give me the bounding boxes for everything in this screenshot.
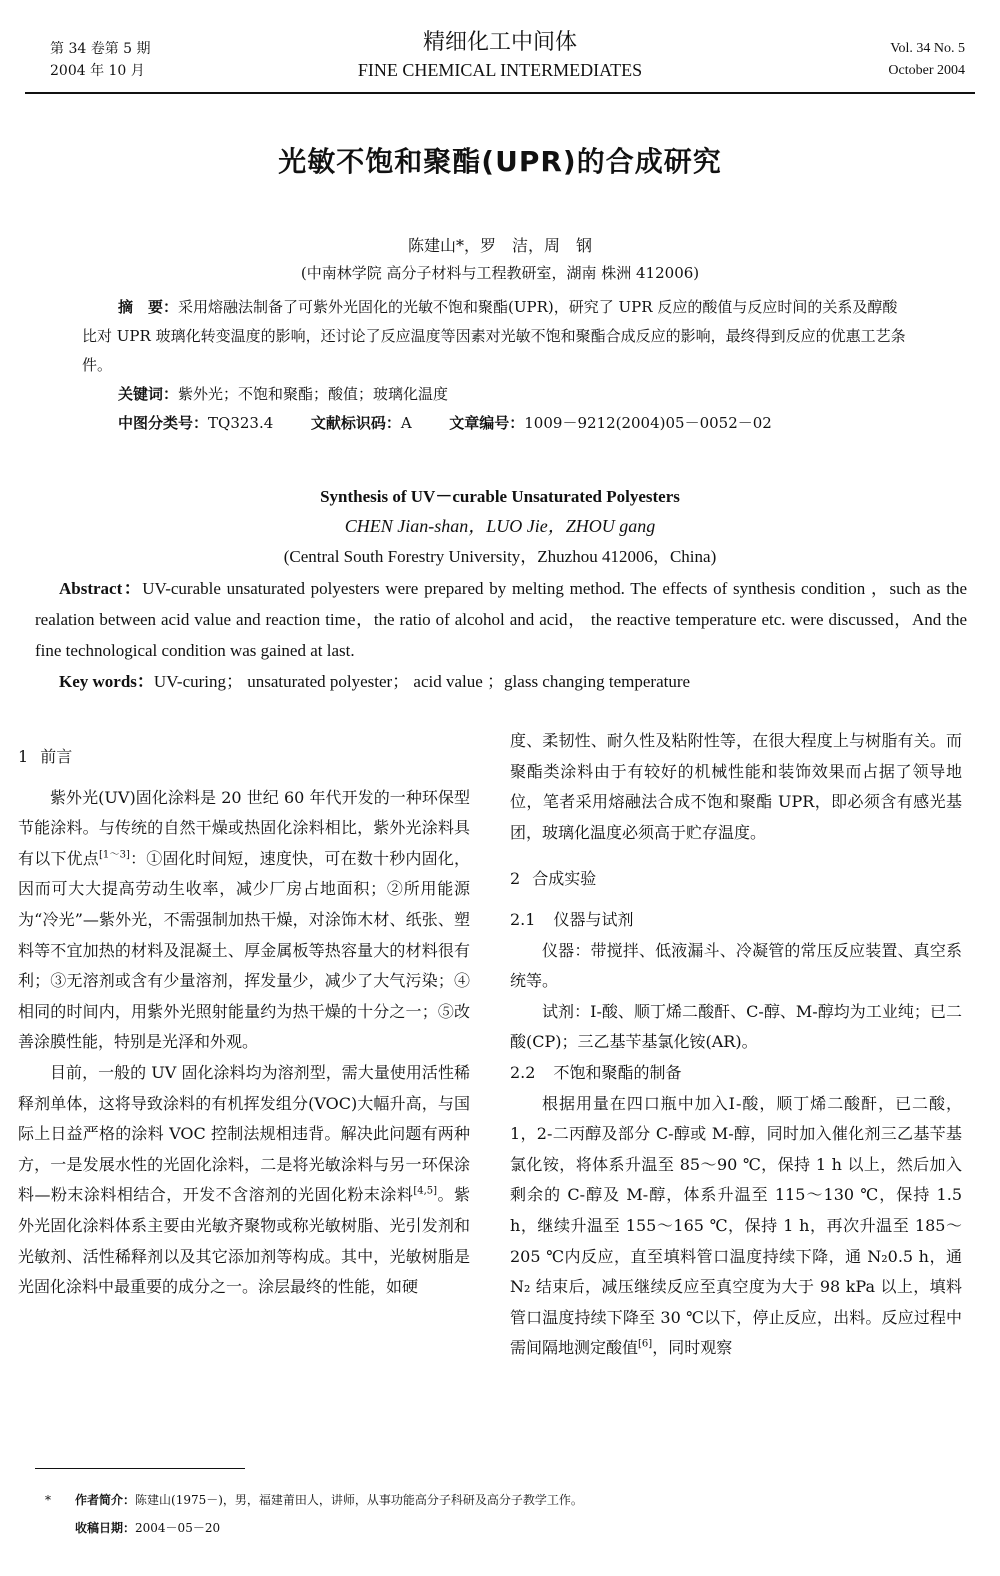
classification-line — [82, 409, 912, 438]
author-bio — [45, 1486, 583, 1514]
footnote — [45, 1486, 583, 1542]
issue-date-en: October 2004 — [888, 63, 965, 78]
affiliation-en: (Central South Forestry University，Zhuzhou 412006，China) — [283, 547, 717, 566]
issue-volume-cn: 第 34 卷第 5 期 — [50, 41, 151, 57]
abstract-cn-block — [82, 293, 912, 438]
paper-title-en: Synthesis of UV－curable Unsaturated Polyesters — [320, 487, 680, 506]
authors-cn: 陈建山*，罗 洁，周 钢 — [407, 236, 592, 255]
body-right-column — [510, 726, 962, 1364]
received-date-label: 收稿日期： — [75, 1521, 136, 1535]
abstract-en-label: Abstract： — [59, 579, 143, 598]
affiliation-cn: (中南林学院 高分子材料与工程教研室，湖南 株洲 412006) — [300, 264, 700, 282]
paragraph-1: 紫外光(UV)固化涂料是 20 世纪 60 年代开发的一种环保型节能涂料。与传统的自然干燥或热固化涂料相比，紫外光涂料具有以下优点[1～3]：①固化时间短，速度快，可在数十秒内固化，因而可大大提高劳动生收率，减少厂房占地面积；②所用能源为“冷光”—紫外光，不需强制加热干燥，对涂饰木材、纸张、塑料等不宜加热的材料及混凝土、厚金属板等热容量大的材料很有利；③无溶剂或含有少量溶剂，挥发量少，减少了大气污染；④相同的时间内，用紫外光照射能量约为热干燥的十分之一；⑤改善涂膜性能，特别是光泽和外观。 — [18, 787, 470, 1052]
subsection-title-2-2: 不饱和聚酯的制备 — [553, 1062, 682, 1082]
section-title-1: 前言 — [40, 747, 73, 766]
paragraph-2: 目前，一般的 UV 固化涂料均为溶剂型，需大量使用活性稀释剂单体，这将导致涂料的有机挥发组分(VOC)大幅升高，与国际上日益严格的涂料 VOC 控制法规相违背。解决此问题有两种方，一是发展水性的光固化涂料，二是将光敏涂料与另一环保涂料—粉末涂料相结合，开发不含溶剂的光固化粉末涂料[4,5]。紫外光固化涂料体系主要由光敏齐聚物或称光敏树脂、光引发剂和光敏剂、活性稀释剂以及其它添加剂等构成。其中，光敏树脂是光固化涂料中最重要的成分之一。涂层最终的性能，如硬 — [18, 1062, 470, 1297]
citation-1-3: [1～3] — [98, 849, 130, 861]
authors-en: CHEN Jian-shan，LUO Jie，ZHOU gang — [344, 516, 656, 536]
journal-name — [280, 28, 720, 82]
section-title-2: 合成实验 — [532, 869, 597, 889]
paper-title-cn: 光敏不饱和聚酯(UPR)的合成研究 — [278, 145, 722, 178]
abstract-en-text: UV-curable unsaturated polyesters were prepared by melting method. The effects of synthesis condition ，such as the realation between acid value and reaction time，the ratio of alcohol and acid， the reactive temperature etc. were discussed，And the fine technological condition was gained at last. — [35, 579, 967, 660]
doc-code-value: A — [400, 414, 412, 432]
author-bio-text: 陈建山(1975－)，男，福建莆田人，讲师，从事功能高分子科研及高分子教学工作。 — [135, 1493, 583, 1507]
subsection-title-2-1: 仪器与试剂 — [553, 909, 634, 929]
section-heading-2: 2 合成实验 — [510, 869, 597, 889]
subsection-heading-2-2: 2.2 不饱和聚酯的制备 — [510, 1062, 682, 1082]
subsection-heading-2-1: 2.1 仪器与试剂 — [510, 909, 634, 929]
abstract-en — [35, 573, 967, 666]
footnote-marker: * — [45, 1493, 51, 1507]
journal-name-en: FINE CHEMICAL INTERMEDIATES — [357, 60, 643, 80]
header-divider — [25, 92, 975, 94]
body-left-column — [18, 728, 470, 1303]
paragraph-3: 度、柔韧性、耐久性及粘附性等，在很大程度上与树脂有关。而聚酯类涂料由于有较好的机械性能和装饰效果而占据了领导地位，笔者采用熔融法合成不饱和聚酯 UPR，即必须含有感光基团，玻璃化温度必须高于贮存温度。 — [510, 731, 962, 842]
journal-issue-cn — [50, 38, 151, 82]
abstract-cn-label: 摘 要： — [118, 298, 179, 316]
clc-value: TQ323.4 — [208, 414, 274, 432]
abstract-en-block — [35, 573, 967, 697]
keywords-cn — [82, 380, 912, 409]
citation-6: [6] — [638, 1338, 653, 1350]
article-number-value: 1009－9212(2004)05－0052－02 — [524, 414, 772, 432]
keywords-cn-label: 关键词： — [118, 385, 179, 403]
journal-name-cn: 精细化工中间体 — [422, 30, 577, 55]
doc-code-label: 文献标识码： — [310, 414, 401, 432]
received-date-value: 2004－05－20 — [135, 1521, 221, 1535]
keywords-cn-text: 紫外光；不饱和聚酯；酸值；玻璃化温度 — [178, 385, 449, 403]
section-heading-1: 1 前言 — [18, 747, 73, 766]
issue-date-cn: 2004 年 10 月 — [50, 63, 145, 79]
paragraph-instruments: 仪器：带搅拌、低液漏斗、冷凝管的常压反应装置、真空系统等。 — [510, 940, 962, 991]
keywords-en — [35, 666, 967, 697]
keywords-en-label: Key words： — [59, 672, 154, 691]
keywords-en-text: UV-curing； unsaturated polyester； acid value ；glass changing temperature — [153, 672, 691, 691]
abstract-cn — [82, 293, 912, 380]
abstract-cn-text: 采用熔融法制备了可紫外光固化的光敏不饱和聚酯(UPR)，研究了 UPR 反应的酸值与反应时间的关系及醇酸比对 UPR 玻璃化转变温度的影响，还讨论了反应温度等因素对光敏不饱和聚酯合成反应的影响，最终得到反应的优惠工艺条件。 — [82, 298, 906, 374]
paragraph-preparation: 根据用量在四口瓶中加入Ⅰ-酸，顺丁烯二酸酐，已二酸，1，2-二丙醇及部分 C-醇或 M-醇，同时加入催化剂三乙基苄基氯化铵，将体系升温至 85～90 ℃，保持 1 h 以上，然后加入剩余的 C-醇及 M-醇，体系升温至 115～130 ℃，保持 1.5 h，继续升温至 155～165 ℃，保持 1 h，再次升温至 185～205 ℃内反应，直至填料管口温度持续下降，通 N₂0.5 h，通 N₂ 结束后，减压继续反应至真空度为大于 98 kPa 以上，填料管口温度持续下降至 30 ℃以下，停止反应，出料。反应过程中需间隔地测定酸值[6]，同时观察 — [510, 1093, 962, 1358]
footnote-divider — [35, 1468, 245, 1469]
received-date — [45, 1514, 583, 1542]
journal-issue-en — [888, 38, 965, 82]
issue-volume-en: Vol. 34 No. 5 — [890, 41, 965, 56]
article-number-label: 文章编号： — [449, 414, 525, 432]
paragraph-reagents: 试剂：Ⅰ-酸、顺丁烯二酸酐、C-醇、M-醇均为工业纯；已二酸(CP)；三乙基苄基氯化铵(AR)。 — [510, 1001, 962, 1052]
author-bio-label: 作者简介： — [75, 1493, 136, 1507]
clc-label: 中图分类号： — [118, 414, 209, 432]
citation-4-5: [4,5] — [413, 1185, 438, 1197]
